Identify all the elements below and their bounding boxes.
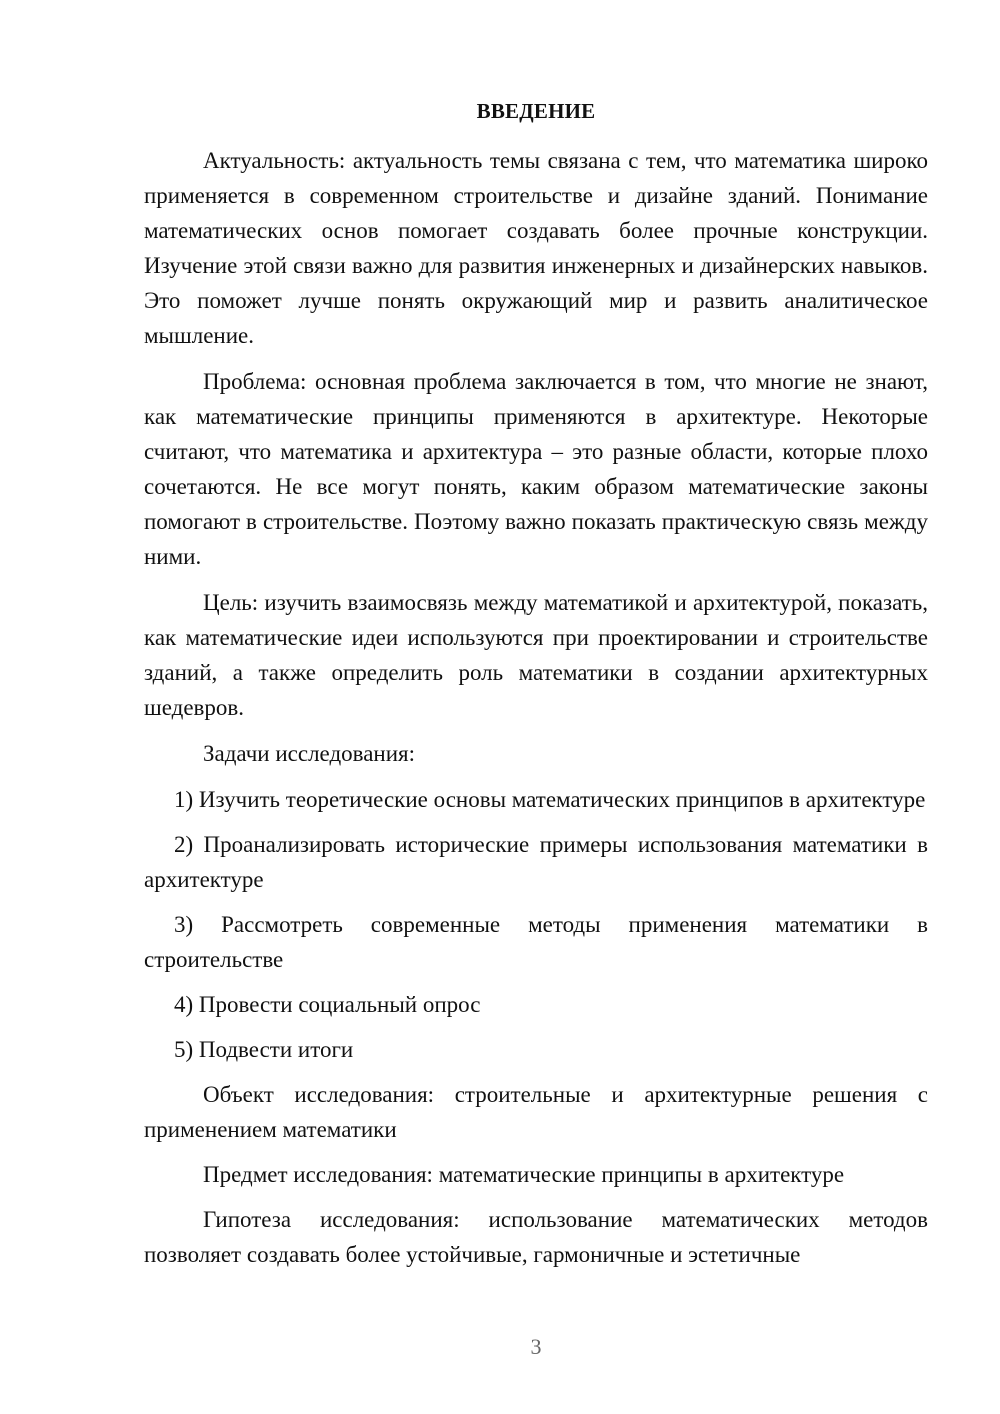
paragraph-subject: Предмет исследования: математические принципы в архитектуре — [203, 1162, 845, 1187]
list-item-task-3: 3) Рассмотреть современные методы применения математики в строительстве — [144, 912, 928, 972]
paragraph-tasks-heading: Задачи исследования: — [203, 741, 416, 766]
page-number: 3 — [530, 1334, 542, 1359]
list-item-task-2: 2) Проанализировать исторические примеры использования математики в архитектуре — [144, 832, 928, 892]
list-item-task-1: 1) Изучить теоретические основы математических принципов в архитектуре — [174, 787, 926, 812]
list-item-task-5: 5) Подвести итоги — [174, 1037, 354, 1062]
paragraph-object: Объект исследования: строительные и архитектурные решения с применением математики — [144, 1082, 928, 1142]
paragraph-problem: Проблема: основная проблема заключается в том, что многие не знают, как математические принципы применяются в архитектуре. Некоторые считают, что математика и архитектура – это разные области, которые плохо сочетаются. Не все могут понять, каким образом математические законы помогают в строительстве. Поэтому важно показать практическую связь между ними. — [144, 369, 928, 569]
list-item-task-4: 4) Провести социальный опрос — [174, 992, 481, 1017]
document-body — [144, 143, 928, 1272]
paragraph-hypothesis: Гипотеза исследования: использование математических методов позволяет создавать более устойчивые, гармоничные и эстетичные — [144, 1207, 928, 1267]
paragraph-relevance: Актуальность: актуальность темы связана с тем, что математика широко применяется в современном строительстве и дизайне зданий. Понимание математических основ помогает создавать более прочные конструкции. Изучение этой связи важно для развития инженерных и дизайнерских навыков. Это поможет лучше понять окружающий мир и развить аналитическое мышление. — [144, 148, 928, 348]
page-title: ВВЕДЕНИЕ — [476, 99, 596, 123]
paragraph-goal: Цель: изучить взаимосвязь между математикой и архитектурой, показать, как математические идеи используются при проектировании и строительстве зданий, а также определить роль математики в создании архитектурных шедевров. — [144, 590, 928, 720]
